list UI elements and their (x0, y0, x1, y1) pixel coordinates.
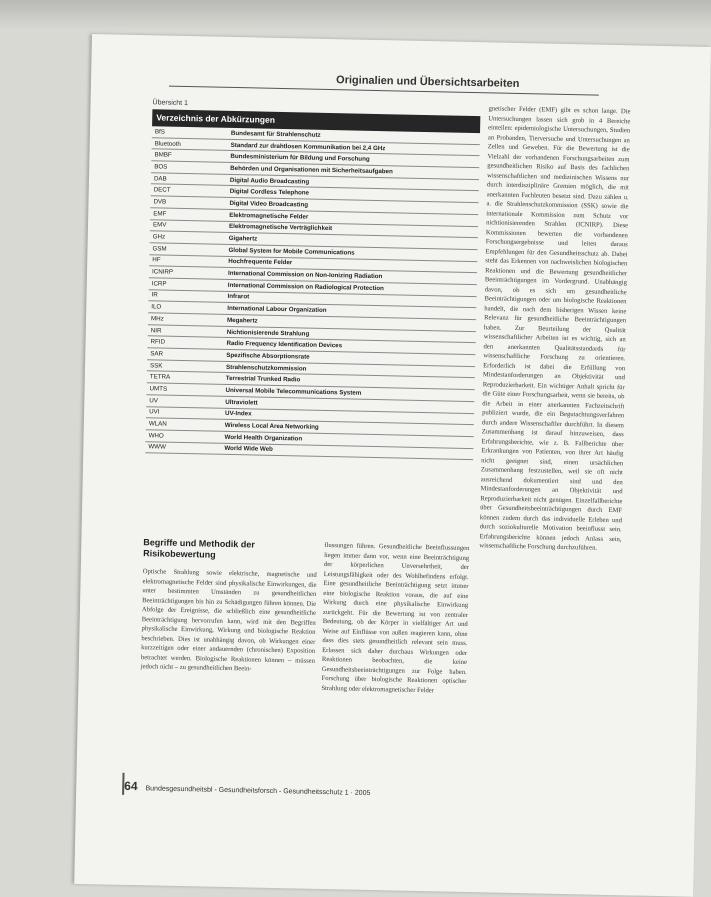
abbreviation-cell: BMBF (151, 149, 227, 162)
definition-cell: Standard zur drahtlosen Kommunikation bei 2,4 GHz (228, 139, 480, 156)
definition-cell: Bundesministerium für Bildung und Forschung (227, 151, 479, 168)
abbreviation-cell: ICRP (149, 278, 225, 291)
definition-cell: International Commission on Radiological Protection (225, 279, 477, 296)
definition-cell: Bundesamt für Strahlenschutz (228, 128, 480, 144)
abbreviation-cell: ILO (148, 301, 224, 314)
definition-cell: Terrestrial Trunked Radio (223, 373, 475, 390)
definition-cell: World Wide Web (221, 443, 473, 460)
scan-shadow (0, 0, 711, 30)
abbreviation-cell: EMV (150, 219, 226, 232)
abbreviation-cell: DVB (150, 196, 226, 209)
abbreviation-cell: WHO (145, 430, 221, 443)
abbreviation-cell: EMF (150, 208, 226, 221)
definition-cell: Digital Audio Broadcasting (227, 174, 479, 191)
definition-cell: UV-Index (222, 408, 474, 425)
right-text-column (479, 104, 630, 553)
definition-cell: Nichtionisierende Strahlung (224, 326, 476, 343)
definition-cell: Radio Frequency Identification Devices (223, 338, 475, 355)
abbreviation-cell: DECT (151, 184, 227, 197)
abbreviation-cell: UV (146, 395, 222, 408)
definition-cell: International Commission on Non-Ionizing Radiation (225, 268, 477, 285)
abbreviation-cell: GHz (150, 231, 226, 244)
definition-cell: Hochfrequente Felder (225, 256, 477, 273)
definition-cell: World Health Organization (221, 431, 473, 448)
abbreviation-cell: DAB (151, 173, 227, 186)
abbreviation-cell: IR (148, 289, 224, 302)
definition-cell: International Labour Organization (224, 303, 476, 320)
abbreviation-table-box (145, 99, 480, 460)
definition-cell: Elektromagnetische Felder (226, 209, 478, 226)
abbreviation-cell: WLAN (146, 418, 222, 431)
abbreviation-cell: ICNIRP (149, 266, 225, 279)
page-number: 64 (124, 778, 138, 794)
abbreviation-cell: Bluetooth (152, 137, 228, 150)
definition-cell: Wireless Local Area Networking (222, 419, 474, 436)
definition-cell: Megahertz (224, 314, 476, 331)
section-heading: Begriffe und Methodik der Risikobewertung (143, 537, 255, 560)
definition-cell: Spezifische Absorptionsrate (223, 349, 475, 366)
definition-cell: Gigahertz (226, 233, 478, 250)
abbreviation-cell: WWW (145, 441, 221, 454)
abbreviation-cell: MHz (148, 313, 224, 326)
running-header: Originalien und Übersichtsarbeiten (335, 74, 520, 90)
abbreviation-cell: HF (149, 254, 225, 267)
abbreviation-cell: TETRA (147, 371, 223, 384)
abbreviation-cell: GSM (149, 243, 225, 256)
definition-cell: Strahlenschutzkommission (223, 361, 475, 378)
abbreviation-cell: BfS (152, 126, 228, 139)
middle-text-column (321, 541, 469, 696)
overview-label: Übersicht 1 (152, 99, 189, 108)
definition-cell: Behörden und Organisationen mit Sicherheitsaufgaben (227, 162, 479, 179)
left-text-column (141, 537, 318, 675)
page-footer (124, 779, 370, 798)
page-sheet (74, 34, 711, 897)
definition-cell: Global System for Mobile Communications (225, 244, 477, 261)
abbreviation-cell: BOS (151, 161, 227, 174)
right-body-text: gnetischer Felder (EMF) gibt es schon lange. Die Untersuchungen lassen sich grob in 4 Bereiche einteilen: epidemiologische Untersuchungen, Studien an Probanden, Tierversuche und Untersuchungen an Zellen und Geweben. Für die Bewertung ist die Vielzahl der vorhandenen Forschungsarbeiten zum gesundheitlichen Risiko auf Basis des fachlichen wissenschaftlichen und medizinischen Wissens nur durch interdisziplinäre Gremien möglich, die mit anerkannten Fachleuten besetzt sind. Dazu zählen u. a. die Strahlenschutzkommission (SSK) sowie die internationale Kommission zum Schutz vor nichtionisierenden Strahlen (ICNIRP). Diese Kommissionen bewerten die vorhandenen Forschungsergebnisse und leiten daraus Empfehlungen für den Gesundheitsschutz ab. Dabei steht das Erkennen von nachweislichen biologischen Reaktionen und die Bewertung gesundheitlicher Beeinträchtigungen im Vordergrund. Unabhängig davon, ob es sich um gesundheitliche Beeinträchtigungen oder um biologische Reaktionen handelt, die nach dem bisherigen Wissen keine Relevanz für gesundheitliche Beeinträchtigungen haben. Zur Beurteilung der Qualität wissenschaftlicher Arbeiten ist es wichtig, sich an den anerkannten Qualitätsstandards für wissenschaftliche Forschung zu orientieren. Erforderlich ist dabei die Erfüllung von Mindestanforderungen an Objektivität und Reproduzierbarkeit. Ein wichtiger Anhalt spricht für die Güte einer Forschungsarbeit, wenn sie bereits, ob die Arbeit in einer anerkannten Fachzeitschrift publiziert wurde, die ein Begutachtungsverfahren durch andere Wissenschaftler durchführt. In diesem Zusammenhang ist darauf hinzuweisen, dass Erfahrungsberichte, wie z. B. Fallberichte über Erkrankungen von Patienten, von ihrer Art häufig nicht geeignet sind, einen ursächlichen Zusammenhang festzustellen, weil sie oft nicht ausreichend dokumentiert sind und den Mindestanforderungen an Objektivität und Reproduzierbarkeit nicht genügen. Einzelfallberichte über Gesundheitsbeeinträchtigungen durch EMF können zudem durch das individuelle Erleben und durch soziokulturelle Motivation beeinflusst sein. Erfahrungsberichte können jedoch Anlass sein, wissenschaftliche Forschung durchzuführen. (479, 105, 631, 552)
definition-cell: Digital Video Broadcasting (226, 197, 478, 214)
journal-citation: Bundesgesundheitsbl - Gesundheitsforsch - Gesundheitsschutz 1 · 2005 (145, 785, 371, 797)
definition-cell: Universal Mobile Telecommunications System (222, 384, 474, 401)
abbreviation-cell: UMTS (146, 383, 222, 396)
definition-cell: Infrarot (224, 291, 476, 308)
abbreviation-cell: RFID (147, 336, 223, 349)
middle-body-text: flussungen führen. Gesundheitliche Beeinflussungen liegen immer dann vor, wenn eine Beeinträchtigung der körperlichen Unversehrtheit, der Leistungsfähigkeit oder des Wohlbefindens erfolgt. Eine gesundheitliche Beeinträchtigung setzt immer eine biologische Reaktion voraus, die auf eine Wirkung durch eine physikalische Einwirkung zurückgeht. Für die Bewertung ist von zentraler Bedeutung, ob der Körper in vielfältiger Art und Weise auf Einflüsse von außen reagieren kann, ohne dass dies stets gesundheitlich relevant sein muss. Erlassen sich daher durchaus Wirkungen oder Reaktionen beobachten, die keine Gesundheitsbeeinträchtigungen zur Folge haben. Forschung über biologische Reaktionen optischer Strahlung oder elektromagnetischer Felder (321, 541, 470, 694)
abbreviation-table (145, 126, 480, 460)
abbreviation-cell: SAR (147, 348, 223, 361)
table-title: Verzeichnis der Abkürzungen (152, 109, 480, 133)
left-body-text: Optische Strahlung sowie elektrische, magnetische und elektromagnetische Felder sind physikalische Einwirkungen, die unter bestimmten Umständen zu gesundheitlichen Beeinträchtigungen bis hin zu Schädigungen führen können. Die Abfolge der Ereignisse, die schließlich eine gesundheitliche Beeinträchtigung hervorrufen kann, wird mit den Begriffen physikalische Einwirkung, Wirkung und biologische Reaktion beschrieben. Dies ist unabhängig davon, ob Wirkungen einer kurzzeitigen oder einer andauernden (chronischen) Exposition betrachtet werden. Biologische Reaktionen können – müssen jedoch nicht – zu gesundheitlichen Beein- (140, 568, 317, 673)
definition-cell: Elektromagnetische Verträglichkeit (226, 221, 478, 238)
definition-cell: Ultraviolett (222, 396, 474, 413)
abbreviation-cell: NIR (148, 324, 224, 337)
definition-cell: Digital Cordless Telephone (227, 186, 479, 203)
abbreviation-cell: SSK (147, 359, 223, 372)
abbreviation-cell: UVI (146, 406, 222, 419)
